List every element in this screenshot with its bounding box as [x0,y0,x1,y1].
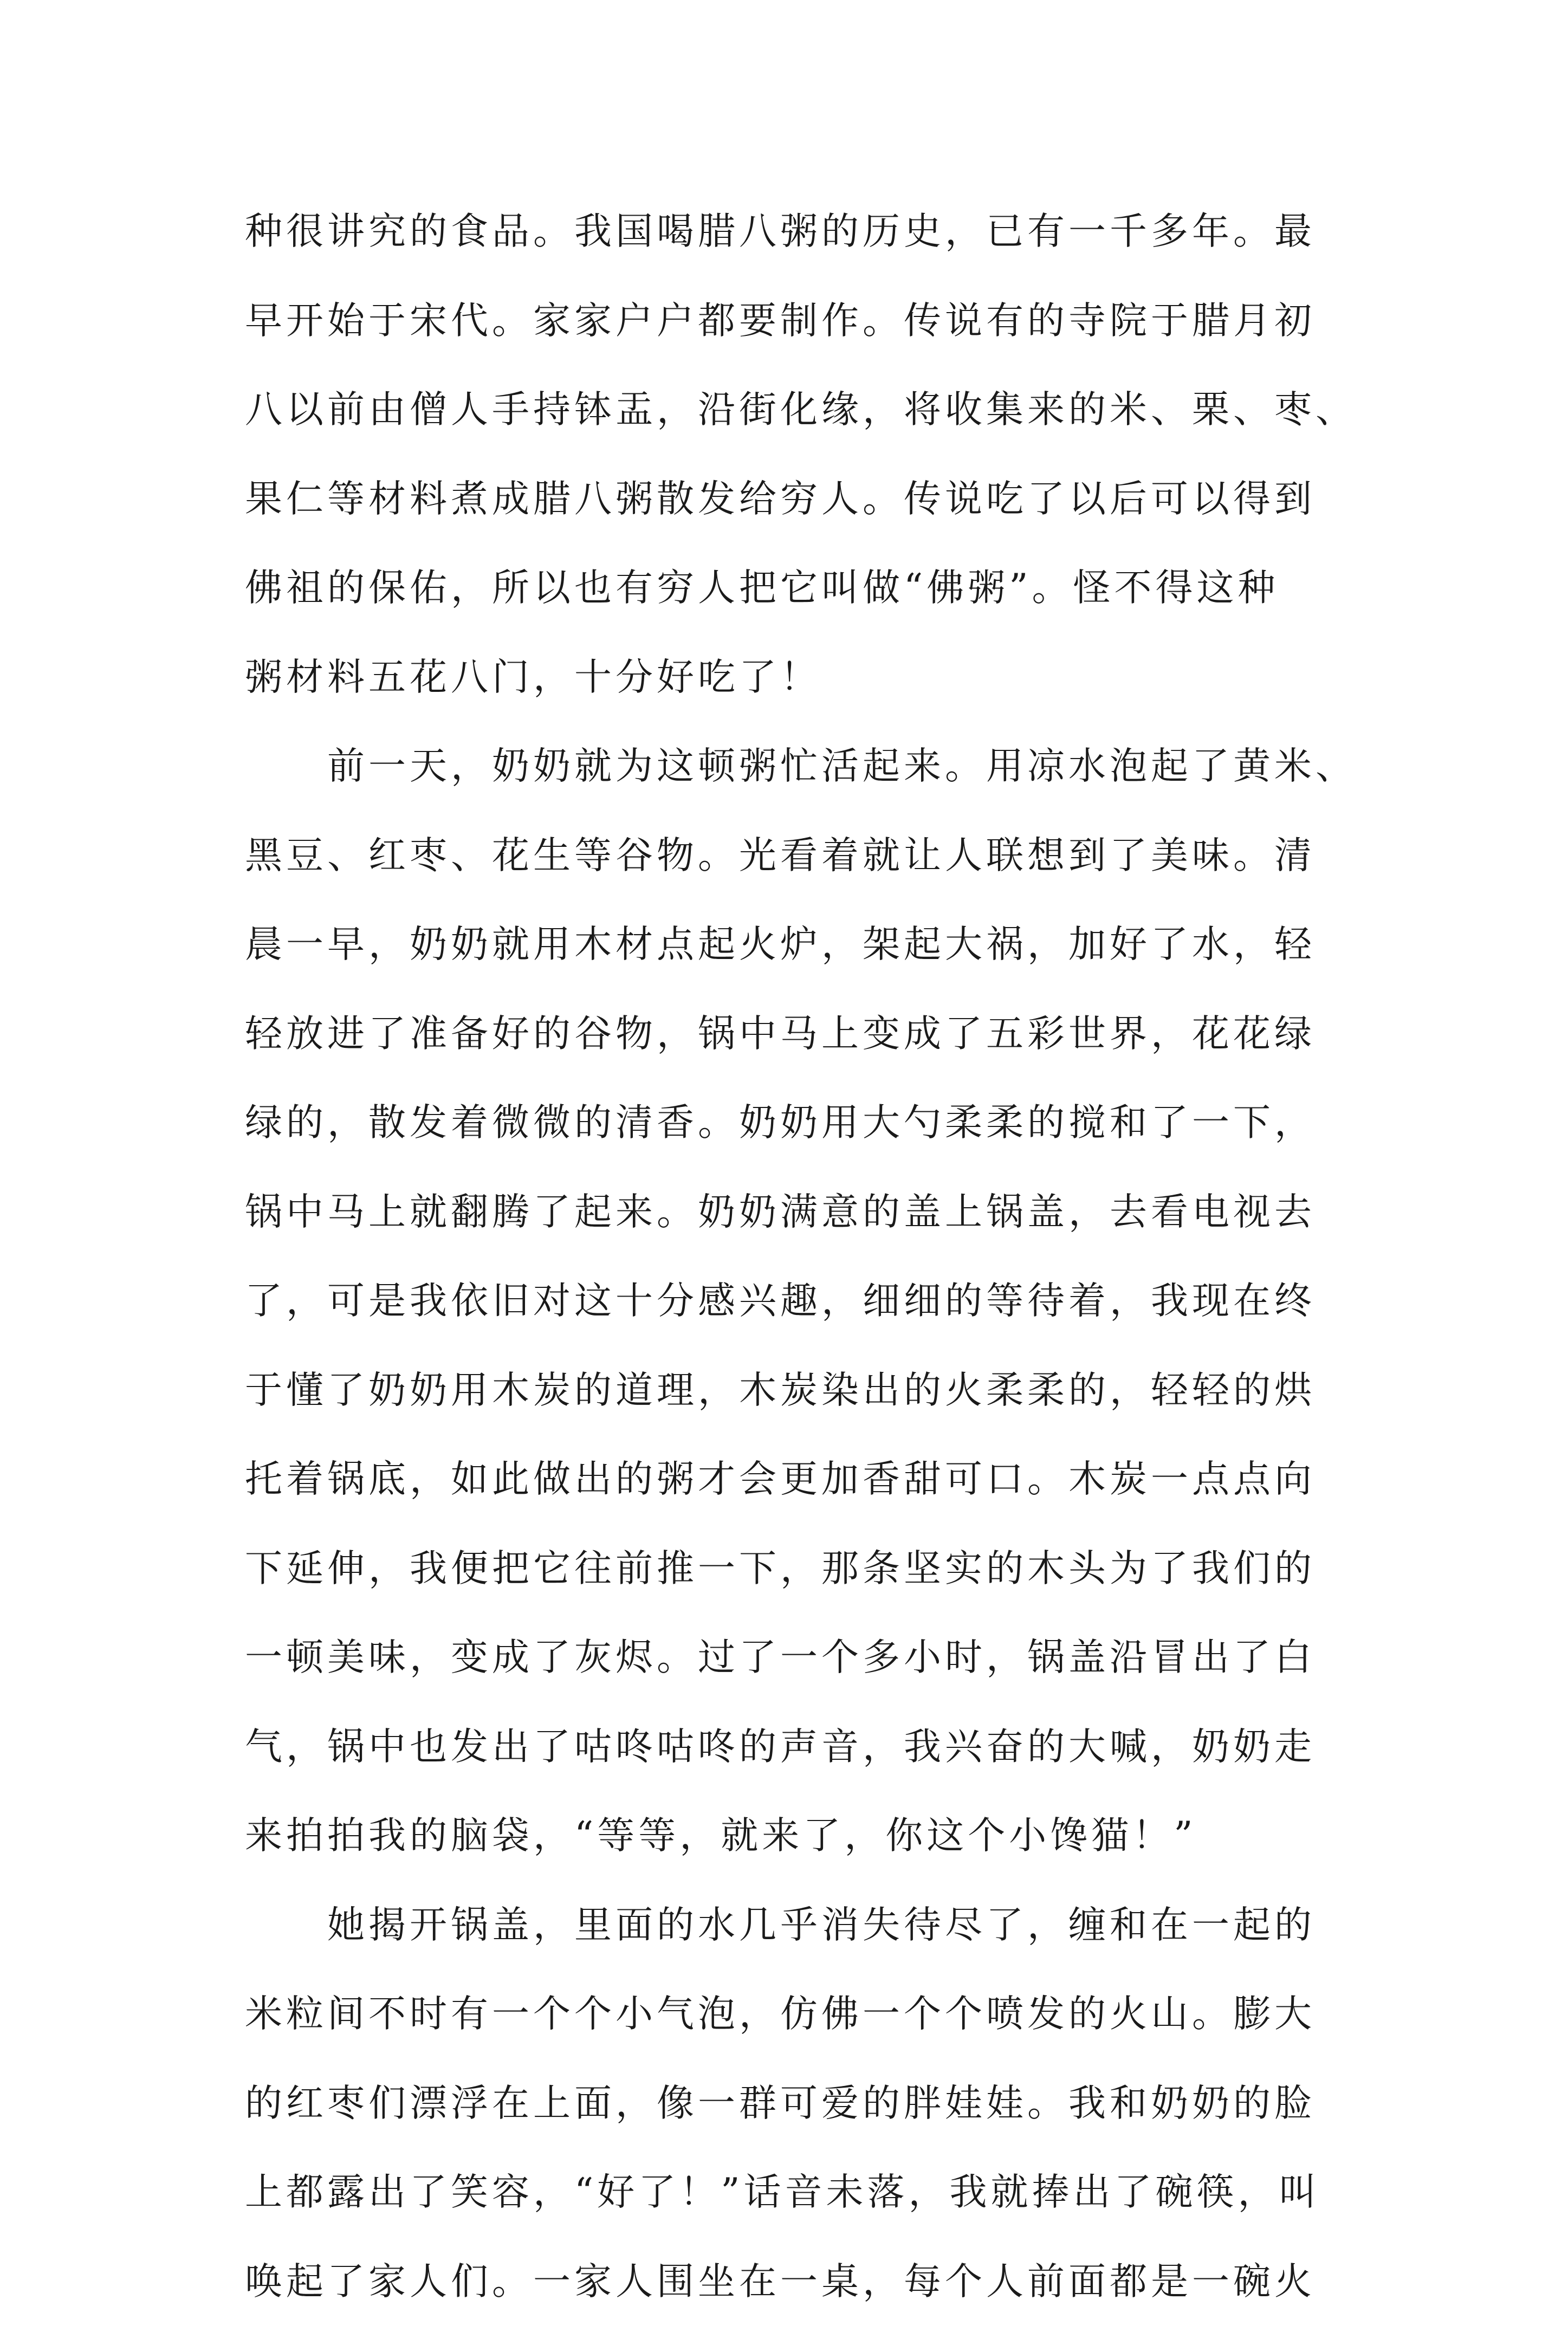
text-line: 了，可是我依旧对这十分感兴趣，细细的等待着，我现在终 [245,1256,1361,1346]
paragraph [245,1881,1361,2326]
text-line: 果仁等材料煮成腊八粥散发给穷人。传说吃了以后可以得到 [245,455,1361,544]
text-line: 一顿美味，变成了灰烬。过了一个多小时，锅盖沿冒出了白 [245,1613,1361,1702]
text-line: 绿的，散发着微微的清香。奶奶用大勺柔柔的搅和了一下， [245,1078,1361,1168]
text-line: 黑豆、红枣、花生等谷物。光看着就让人联想到了美味。清 [245,811,1361,900]
text-line: 早开始于宋代。家家户户都要制作。传说有的寺院于腊月初 [245,276,1361,366]
text-line: 轻放进了准备好的谷物，锅中马上变成了五彩世界，花花绿 [245,989,1361,1079]
text-line: 米粒间不时有一个个小气泡，仿佛一个个喷发的火山。膨大 [245,1969,1361,2059]
text-line: 粥材料五花八门，十分好吃了！ [245,633,1361,722]
text-line: 下延伸，我便把它往前推一下，那条坚实的木头为了我们的 [245,1524,1361,1614]
paragraph [245,722,1361,1881]
text-line: 上都露出了笑容，“好了！”话音未落，我就捧出了碗筷，叫 [245,2148,1361,2237]
text-line: 唤起了家人们。一家人围坐在一桌，每个人前面都是一碗火 [245,2237,1361,2326]
text-line: 锅中马上就翻腾了起来。奶奶满意的盖上锅盖，去看电视去 [245,1168,1361,1257]
text-line: 晨一早，奶奶就用木材点起火炉，架起大祸，加好了水，轻 [245,900,1361,989]
text-line: 气，锅中也发出了咕咚咕咚的声音，我兴奋的大喊，奶奶走 [245,1702,1361,1792]
paragraph [245,187,1361,722]
text-line: 八以前由僧人手持钵盂，沿街化缘，将收集来的米、栗、枣、 [245,365,1361,455]
text-line: 前一天，奶奶就为这顿粥忙活起来。用凉水泡起了黄米、 [245,722,1361,811]
text-line: 于懂了奶奶用木炭的道理，木炭染出的火柔柔的，轻轻的烘 [245,1346,1361,1435]
text-line: 佛祖的保佑，所以也有穷人把它叫做“佛粥”。怪不得这种 [245,543,1361,633]
text-line: 她揭开锅盖，里面的水几乎消失待尽了，缠和在一起的 [245,1881,1361,1970]
body-text [245,187,1361,2326]
text-line: 种很讲究的食品。我国喝腊八粥的历史，已有一千多年。最 [245,187,1361,276]
text-line: 的红枣们漂浮在上面，像一群可爱的胖娃娃。我和奶奶的脸 [245,2059,1361,2148]
text-line: 托着锅底，如此做出的粥才会更加香甜可口。木炭一点点向 [245,1435,1361,1524]
text-line: 来拍拍我的脑袋，“等等，就来了，你这个小馋猫！” [245,1791,1361,1881]
